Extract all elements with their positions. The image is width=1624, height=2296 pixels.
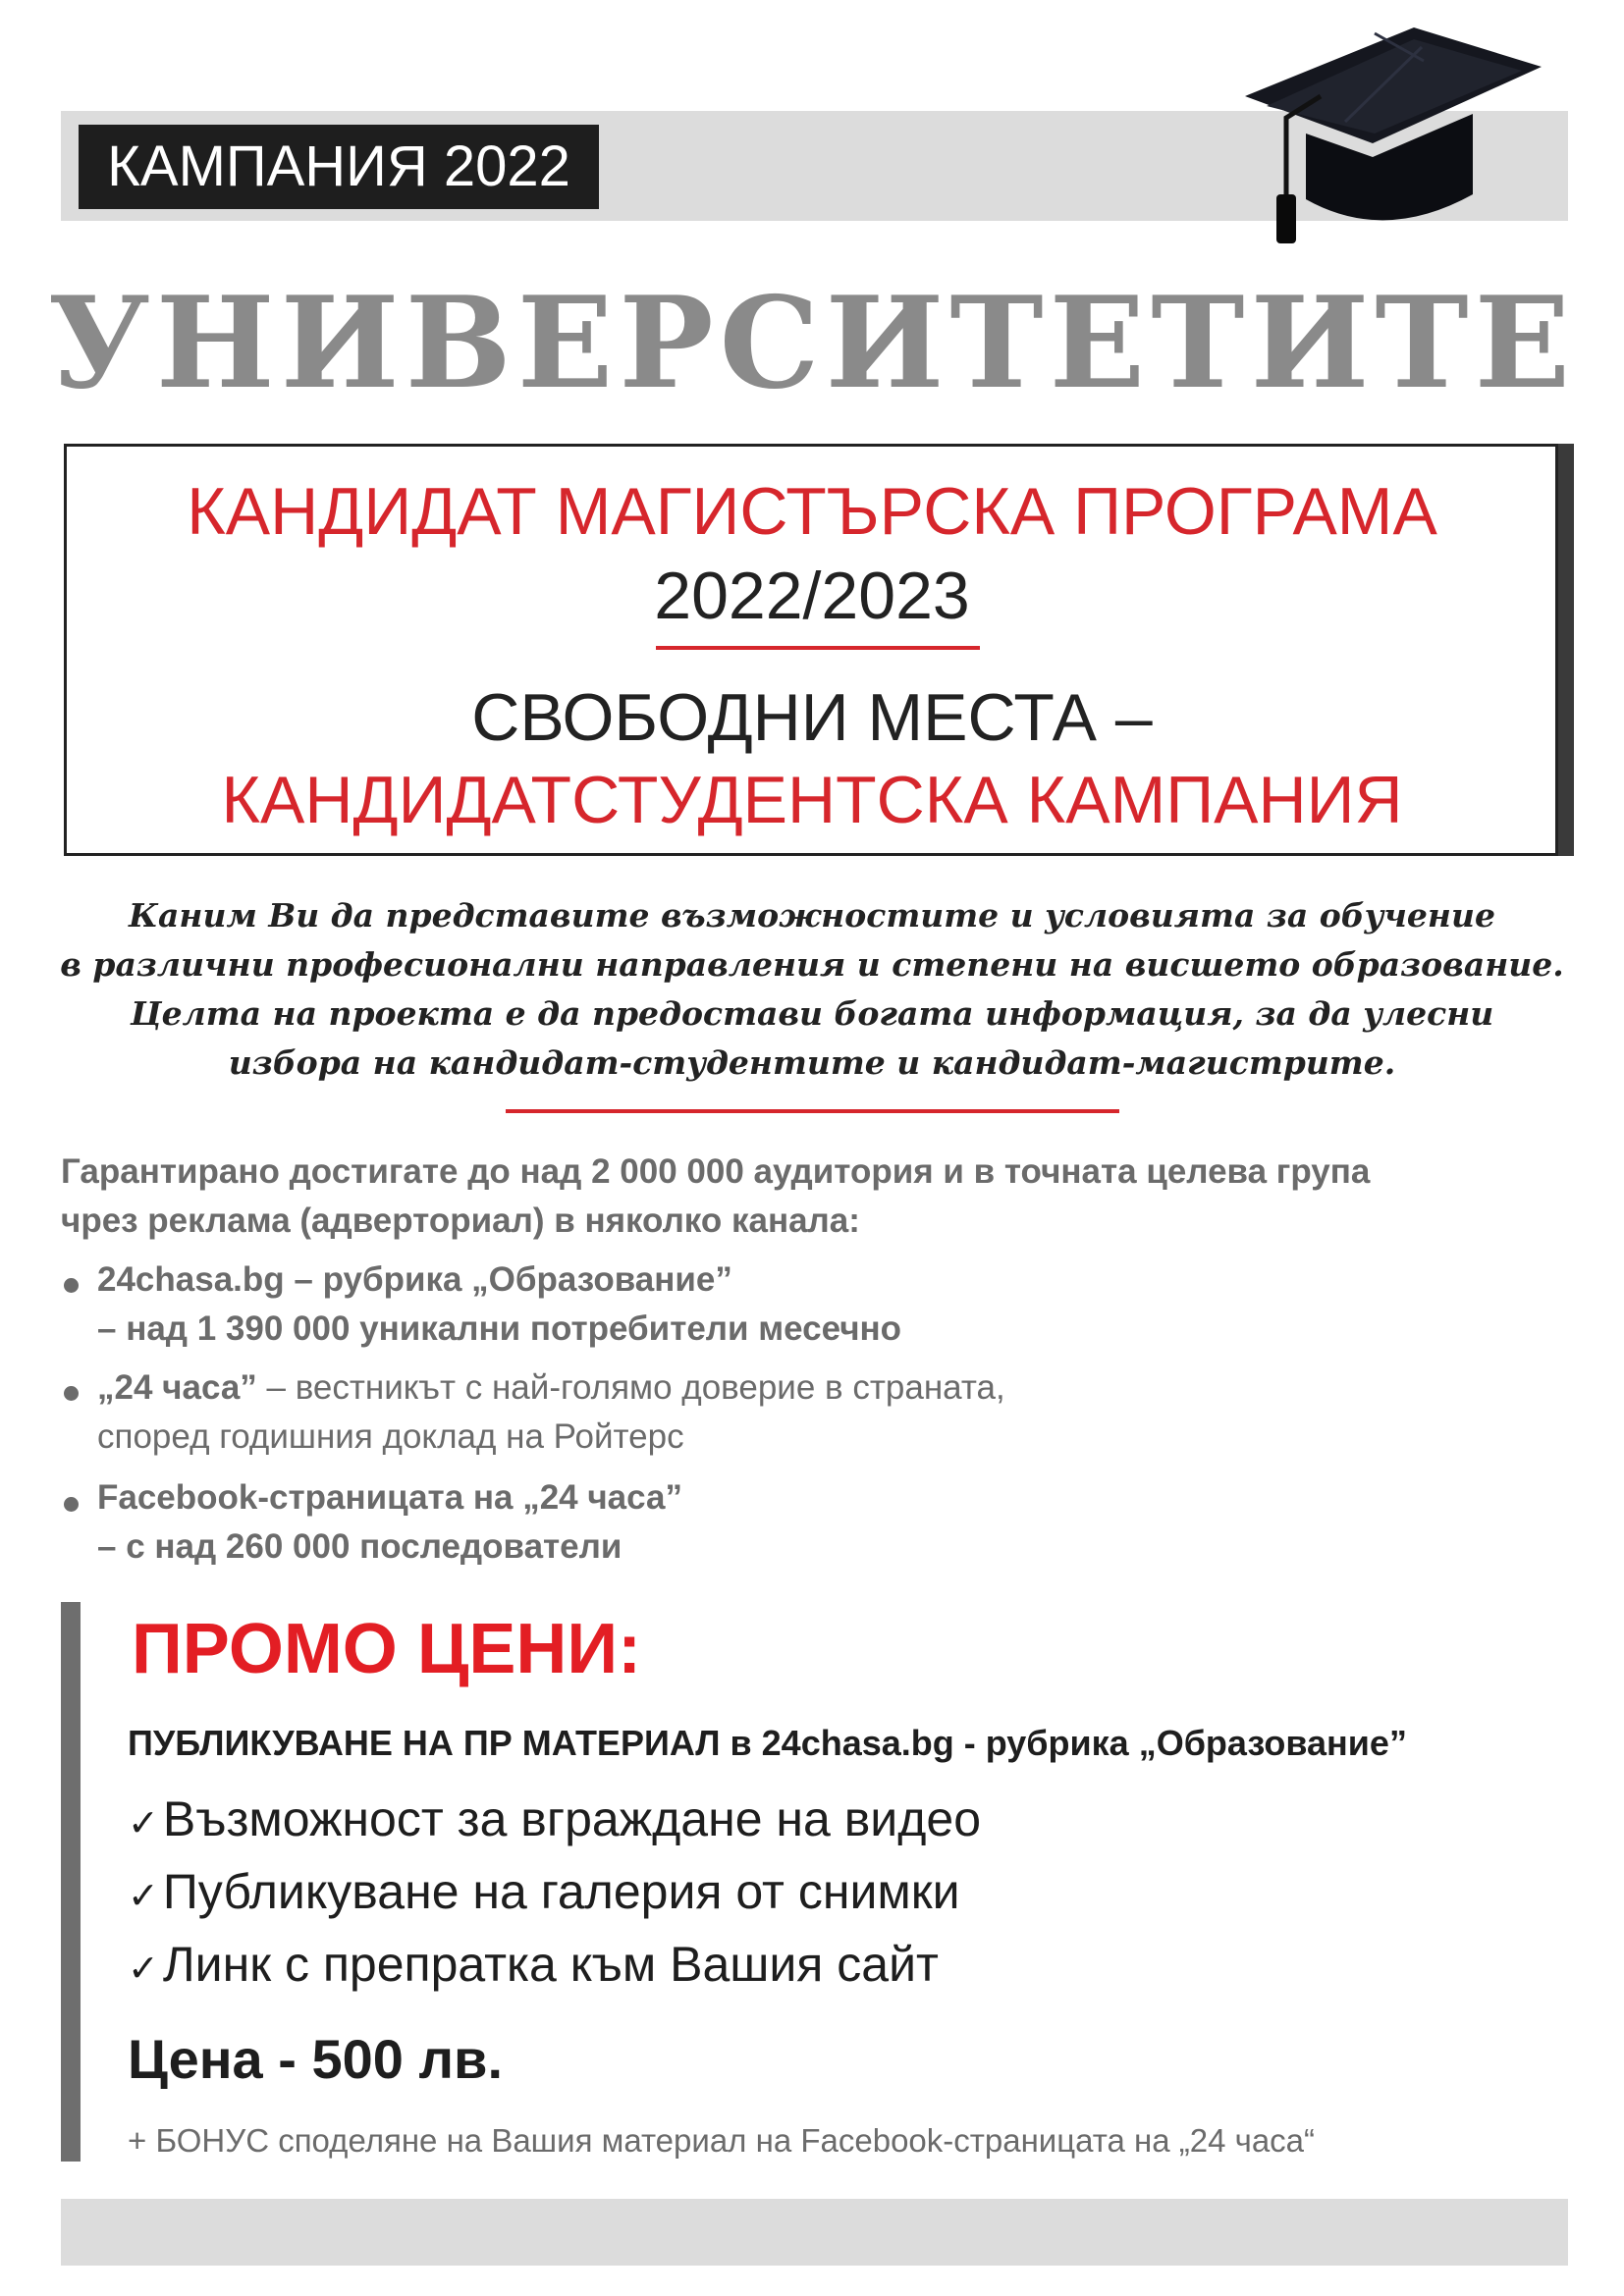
graduation-cap-icon: [1227, 27, 1542, 253]
page-title: УНИВЕРСИТЕТИТЕ: [47, 270, 1577, 417]
program-title: КАНДИДАТ МАГИСТЪРСКА ПРОГРАМА: [187, 474, 1437, 549]
reach-text: чрез реклама (адверториал) в няколко канала:: [61, 1201, 860, 1240]
bullet-subtitle: – с над 260 000 последователи: [97, 1527, 623, 1566]
price: Цена - 500 лв.: [128, 2028, 504, 2090]
bonus-text: + БОНУС споделяне на Вашия материал на Facebook-страницата на „24 часа“: [128, 2122, 1316, 2159]
bullet-title: 24chasa.bg – рубрика „Образование”: [97, 1260, 732, 1299]
program-year: 2022/2023: [654, 559, 970, 633]
feature-label: Възможност за вграждане на видео: [162, 1791, 982, 1846]
bullet-title-rest: – вестникът с най-голямо доверие в страната,: [256, 1368, 1005, 1407]
bullet-subtitle: според годишния доклад на Ройтерс: [97, 1417, 684, 1456]
bullet-dot-icon: [64, 1278, 79, 1293]
divider: [656, 646, 980, 650]
promo-side-bar: [61, 1602, 81, 2162]
bullet-title: „24 часа”: [97, 1368, 257, 1407]
check-icon: ✓: [128, 1949, 159, 1990]
feature-label: Линк с препратка към Вашия сайт: [162, 1937, 939, 1992]
intro-line: Целта на проекта е да предостави богата информация, за да улесни: [130, 994, 1494, 1033]
bullet-title-row: [97, 1364, 1005, 1412]
intro-line: в различни професионални направления и степени на висшето образование.: [60, 945, 1564, 984]
intro-line: избора на кандидат-студентите и кандидат-магистрите.: [228, 1043, 1396, 1082]
reach-text: Гарантирано достигате до над 2 000 000 аудитория и в точната целева група: [61, 1152, 1371, 1191]
bullet-subtitle: – над 1 390 000 уникални потребители месечно: [97, 1309, 902, 1348]
intro-line: Каним Ви да представите възможностите и условията за обучение: [129, 896, 1495, 934]
campaign-badge: КАМПАНИЯ 2022: [79, 125, 599, 209]
campaign-heading: КАНДИДАТСТУДЕНТСКА КАМПАНИЯ: [221, 763, 1403, 837]
promo-title: ПРОМО ЦЕНИ:: [132, 1610, 642, 1688]
bottom-band: [61, 2199, 1568, 2266]
publish-heading: ПУБЛИКУВАНЕ НА ПР МАТЕРИАЛ в 24chasa.bg - рубрика „Образование”: [128, 1723, 1407, 1763]
bullet-dot-icon: [64, 1386, 79, 1401]
feature-item: [128, 1857, 960, 1931]
divider: [506, 1109, 1119, 1113]
feature-item: [128, 1785, 981, 1858]
bullet-title: Facebook-страницата на „24 часа”: [97, 1478, 683, 1517]
check-icon: ✓: [128, 1803, 159, 1844]
free-places-heading: СВОБОДНИ МЕСТА –: [471, 680, 1153, 755]
feature-item: [128, 1930, 939, 2003]
feature-label: Публикуване на галерия от снимки: [162, 1864, 960, 1919]
check-icon: ✓: [128, 1876, 159, 1917]
bullet-dot-icon: [64, 1497, 79, 1512]
